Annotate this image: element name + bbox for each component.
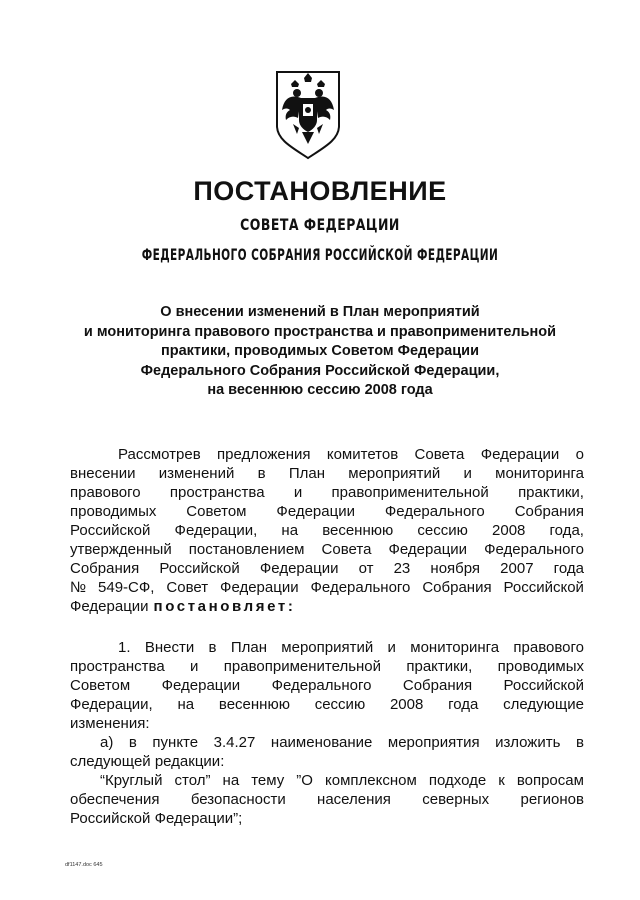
word: наименование bbox=[270, 734, 373, 751]
title-line: О внесении изменений в План мероприятий bbox=[160, 304, 480, 320]
document-file-reference: df1147.doc 645 bbox=[65, 862, 103, 868]
word: о bbox=[575, 446, 584, 463]
word: 23 bbox=[393, 560, 411, 577]
word: 2008 bbox=[389, 696, 424, 713]
word: и bbox=[463, 465, 472, 482]
word: Федерации bbox=[276, 503, 355, 520]
word: Российской bbox=[70, 522, 151, 539]
word: Собрания bbox=[422, 579, 492, 596]
text-line bbox=[70, 521, 584, 540]
word: “Круглый bbox=[100, 772, 163, 789]
word: Федерации, bbox=[70, 696, 153, 713]
word: в bbox=[257, 465, 266, 482]
text-line bbox=[70, 790, 584, 809]
word: Совета bbox=[414, 446, 465, 463]
text-line bbox=[70, 695, 584, 714]
word: Федерального bbox=[484, 541, 584, 558]
word: внесении bbox=[70, 465, 136, 482]
text-line bbox=[70, 676, 584, 695]
text-line bbox=[70, 771, 584, 790]
word: Федерации bbox=[220, 579, 299, 596]
word: Советом bbox=[70, 677, 131, 694]
word: мероприятия bbox=[387, 734, 480, 751]
title-line: Федерального Собрания Российской Федерации, bbox=[140, 362, 500, 379]
text-line bbox=[70, 540, 584, 559]
word: следующие bbox=[503, 696, 584, 713]
word: План bbox=[230, 639, 267, 656]
word: в bbox=[128, 734, 137, 751]
text-line bbox=[70, 502, 584, 521]
word: изменений bbox=[158, 465, 235, 482]
word: План bbox=[288, 465, 326, 482]
text-line bbox=[70, 657, 584, 676]
text-line bbox=[70, 464, 584, 483]
word: Собрания bbox=[70, 560, 140, 577]
word: обеспечения bbox=[70, 791, 160, 808]
word: безопасности bbox=[190, 791, 286, 808]
word: на bbox=[177, 696, 195, 713]
word: мониторинга bbox=[410, 639, 500, 656]
word: пространства bbox=[169, 484, 265, 501]
word: практики, bbox=[406, 658, 473, 675]
word: населения bbox=[317, 791, 391, 808]
title-line: на весеннюю сессию 2008 года bbox=[207, 382, 433, 398]
word: на bbox=[222, 772, 240, 789]
word: Федерации bbox=[480, 446, 560, 463]
text-line bbox=[70, 483, 584, 502]
word: комплексном bbox=[325, 772, 417, 789]
operative-paragraph bbox=[70, 638, 584, 828]
text-line bbox=[70, 578, 584, 597]
word: Федерального bbox=[271, 677, 372, 694]
word: изложить bbox=[495, 734, 561, 751]
word: 2007 bbox=[500, 560, 534, 577]
word: к bbox=[498, 772, 505, 789]
word: правоприменительной bbox=[223, 658, 382, 675]
word: тему bbox=[251, 772, 285, 789]
word: правового bbox=[70, 484, 141, 501]
word: пункте bbox=[152, 734, 199, 751]
word: сессию bbox=[314, 696, 366, 713]
issuer-line-1: СОВЕТА ФЕДЕРАЦИИ bbox=[240, 215, 400, 234]
word: Федерации bbox=[259, 560, 339, 577]
word: весеннюю bbox=[322, 522, 394, 539]
resolves-keyword: постановляет: bbox=[153, 598, 296, 615]
word: на bbox=[281, 522, 299, 539]
text-fragment: Федерации bbox=[70, 598, 149, 615]
word: Собрания bbox=[402, 677, 473, 694]
word: стол” bbox=[174, 772, 211, 789]
word: Рассмотрев bbox=[118, 446, 201, 463]
word: года bbox=[448, 696, 479, 713]
word: Советом bbox=[186, 503, 247, 520]
word: а) bbox=[100, 734, 114, 751]
word: года, bbox=[549, 522, 584, 539]
word: 2008 bbox=[492, 522, 526, 539]
word: пространства bbox=[70, 658, 165, 675]
word: северных bbox=[422, 791, 490, 808]
title-line: практики, проводимых Советом Федерации bbox=[161, 343, 479, 359]
word: 1. bbox=[118, 639, 131, 656]
text-fragment: изменения: bbox=[70, 715, 150, 732]
title-line: и мониторинга правового пространства и правоприменительной bbox=[83, 323, 557, 340]
word: Федерального bbox=[310, 579, 411, 596]
word: мероприятий bbox=[348, 465, 441, 482]
word: мониторинга bbox=[495, 465, 584, 482]
coat-of-arms-emblem bbox=[271, 68, 345, 160]
word: ”О bbox=[296, 772, 313, 789]
word: 3.4.27 bbox=[213, 734, 256, 751]
text-fragment: Российской Федерации”; bbox=[70, 810, 243, 827]
text-line bbox=[70, 714, 584, 733]
word: постановлением bbox=[188, 541, 305, 558]
word: правового bbox=[513, 639, 584, 656]
word: Федерации bbox=[388, 541, 468, 558]
word: Российской bbox=[159, 560, 240, 577]
text-line bbox=[70, 559, 584, 578]
word: № bbox=[70, 579, 87, 596]
word: и bbox=[293, 484, 303, 501]
word: проводимых bbox=[70, 503, 157, 520]
word: весеннюю bbox=[218, 696, 290, 713]
word: Федерального bbox=[384, 503, 485, 520]
word: 549-СФ, bbox=[98, 579, 155, 596]
text-line bbox=[70, 733, 584, 752]
word: регионов bbox=[520, 791, 584, 808]
word: года bbox=[553, 560, 584, 577]
word: утвержденный bbox=[70, 541, 172, 558]
text-line bbox=[70, 752, 584, 771]
word: сессию bbox=[417, 522, 468, 539]
word: Внести bbox=[144, 639, 195, 656]
text-line bbox=[70, 597, 584, 616]
preamble-paragraph bbox=[70, 445, 584, 616]
word: Совет bbox=[166, 579, 209, 596]
word: Федерации bbox=[161, 677, 241, 694]
word: Собрания bbox=[514, 503, 584, 520]
document-type-heading: ПОСТАНОВЛЕНИЕ bbox=[193, 176, 447, 206]
word: комитетов bbox=[326, 446, 399, 463]
text-line bbox=[70, 809, 584, 828]
word: и bbox=[387, 639, 396, 656]
word: Федерации, bbox=[174, 522, 258, 539]
issuer-line-2: ФЕДЕРАЛЬНОГО СОБРАНИЯ РОССИЙСКОЙ ФЕДЕРАЦИИ bbox=[141, 245, 499, 264]
word: подходе bbox=[428, 772, 487, 789]
word: ноября bbox=[430, 560, 481, 577]
text-line bbox=[70, 638, 584, 657]
word: и bbox=[190, 658, 199, 675]
word: мероприятий bbox=[281, 639, 374, 656]
word: в bbox=[208, 639, 217, 656]
word: Совета bbox=[321, 541, 372, 558]
word: практики, bbox=[518, 484, 584, 501]
text-line bbox=[70, 445, 584, 464]
word: Российской bbox=[503, 677, 584, 694]
word: Российской bbox=[503, 579, 584, 596]
word: предложения bbox=[217, 446, 311, 463]
word: вопросам bbox=[516, 772, 584, 789]
word: правоприменительной bbox=[331, 484, 489, 501]
word: в bbox=[575, 734, 584, 751]
word: от bbox=[358, 560, 374, 577]
resolution-title bbox=[40, 303, 600, 401]
text-fragment: следующей редакции: bbox=[70, 753, 225, 770]
word: проводимых bbox=[497, 658, 584, 675]
